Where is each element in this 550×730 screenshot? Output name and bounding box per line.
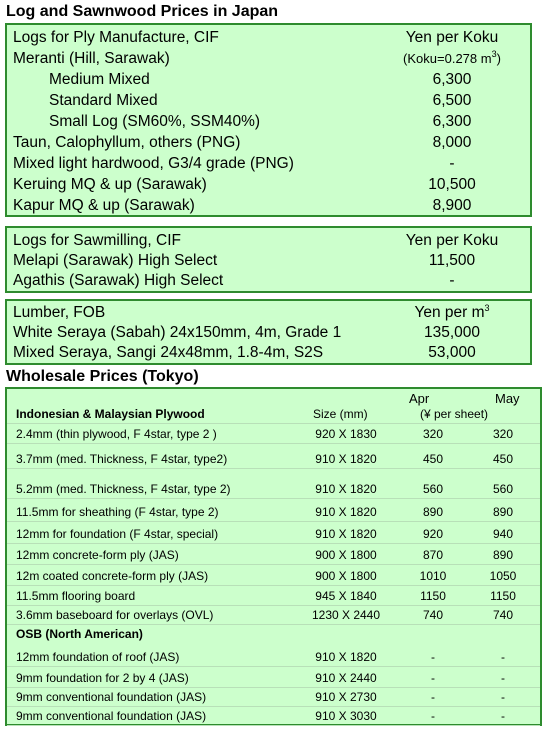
saw-log-label: Agathis (Sarawak) High Select xyxy=(13,272,224,289)
plywood-apr-price: 320 xyxy=(422,427,444,441)
plywood-may-price: - xyxy=(501,690,505,704)
plywood-apr-price: - xyxy=(431,709,435,723)
ply-log-label: Standard Mixed xyxy=(49,92,158,109)
plywood-size: 900 X 1800 xyxy=(315,569,377,583)
saw-log-price: - xyxy=(449,272,455,289)
plywood-may-price: 890 xyxy=(492,548,514,562)
ply-log-label: Medium Mixed xyxy=(49,71,150,88)
plywood-apr-price: - xyxy=(431,690,435,704)
plywood-row xyxy=(7,668,540,688)
plywood-may-price: 1150 xyxy=(490,589,516,603)
plywood-size: 910 X 1820 xyxy=(315,527,377,541)
col-apr: Apr xyxy=(409,391,430,406)
plywood-may-price: 320 xyxy=(492,427,514,441)
wholesale-table xyxy=(5,387,542,726)
plywood-row xyxy=(7,566,540,586)
plywood-item: 9mm conventional foundation (JAS) xyxy=(16,690,207,704)
lumber-unit: Yen per $m^3$ xyxy=(414,303,490,321)
plywood-size: 900 X 1800 xyxy=(315,548,377,562)
plywood-size: 910 X 1820 xyxy=(315,505,377,519)
plywood-may-price: 1050 xyxy=(489,569,517,583)
plywood-row xyxy=(7,586,540,606)
ply-log-price: 6,500 xyxy=(432,92,472,109)
wholesale-title: Wholesale Prices (Tokyo) xyxy=(6,368,199,385)
ply-logs-table xyxy=(5,23,532,217)
plywood-item: 12m coated concrete-form ply (JAS) xyxy=(16,569,209,583)
plywood-row xyxy=(7,706,540,726)
lumber-row xyxy=(7,322,530,343)
plywood-may-price: 560 xyxy=(492,482,514,496)
koku-note: (Koku=0.278 $m^3$) xyxy=(403,49,501,66)
plywood-size: 910 X 1820 xyxy=(315,452,377,466)
lumber-header: Lumber, FOB xyxy=(13,304,106,321)
lumber-label: White Seraya (Sabah) 24x150mm, 4m, Grade 1 xyxy=(13,324,342,341)
plywood-item: 11.5mm flooring board xyxy=(16,589,136,603)
plywood-apr-price: 1150 xyxy=(420,589,446,603)
plywood-size: 910 X 3030 xyxy=(315,709,377,723)
plywood-row xyxy=(7,449,540,469)
plywood-apr-price: 870 xyxy=(422,548,444,562)
ply-log-row xyxy=(7,195,530,216)
ply-logs-group-row xyxy=(7,48,530,69)
saw-logs-header: Logs for Sawmilling, CIF xyxy=(13,232,181,249)
plywood-item: 9mm conventional foundation (JAS) xyxy=(16,709,207,723)
ply-log-label: Keruing MQ & up (Sarawak) xyxy=(13,176,207,193)
ply-log-price: 6,300 xyxy=(432,113,472,130)
plywood-apr-price: 1010 xyxy=(419,569,447,583)
ply-logs-unit: Yen per Koku xyxy=(405,29,499,46)
plywood-row xyxy=(7,647,540,667)
ply-log-row xyxy=(7,153,530,174)
lumber-price: 135,000 xyxy=(423,324,481,341)
plywood-row xyxy=(7,605,540,625)
saw-log-label: Melapi (Sarawak) High Select xyxy=(13,252,218,269)
lumber-table xyxy=(5,299,532,365)
ply-log-row xyxy=(7,132,530,153)
plywood-may-price: 940 xyxy=(492,527,514,541)
col-may: May xyxy=(495,391,520,406)
ply-log-row xyxy=(7,111,530,132)
plywood-may-price: 740 xyxy=(492,608,514,622)
plywood-size: 920 X 1830 xyxy=(315,427,377,441)
ply-log-label: Kapur MQ & up (Sarawak) xyxy=(13,197,195,214)
ply-log-row xyxy=(7,69,530,90)
page-title: Log and Sawnwood Prices in Japan xyxy=(6,3,279,20)
section-plywood: Indonesian & Malaysian Plywood xyxy=(16,407,205,421)
ply-log-row xyxy=(7,90,530,111)
saw-logs-unit: Yen per Koku xyxy=(405,232,499,249)
ply-log-price: 8,000 xyxy=(432,134,472,151)
ply-log-label: Mixed light hardwood, G3/4 grade (PNG) xyxy=(13,155,294,172)
plywood-apr-price: 450 xyxy=(422,452,444,466)
saw-log-price: 11,500 xyxy=(428,252,476,269)
ply-log-label: Small Log (SM60%, SSM40%) xyxy=(49,113,261,130)
lumber-row xyxy=(7,342,530,363)
plywood-may-price: - xyxy=(501,709,505,723)
saw-logs-header-row xyxy=(7,230,530,251)
ply-log-label: Taun, Calophyllum, others (PNG) xyxy=(13,134,241,151)
plywood-item: 3.7mm (med. Thickness, F 4star, type2) xyxy=(16,452,228,466)
saw-log-row xyxy=(7,270,530,291)
plywood-row xyxy=(7,687,540,707)
ply-logs-header: Logs for Ply Manufacture, CIF xyxy=(13,29,219,46)
plywood-apr-price: 890 xyxy=(422,505,444,519)
plywood-item: 12mm foundation of roof (JAS) xyxy=(16,650,180,664)
ply-log-price: 10,500 xyxy=(428,176,476,193)
ply-log-price: - xyxy=(449,155,455,172)
plywood-size: 1230 X 2440 xyxy=(311,608,381,622)
ply-logs-header-row xyxy=(7,27,530,48)
plywood-item: 12mm for foundation (F 4star, special) xyxy=(16,527,219,541)
plywood-item: 2.4mm (thin plywood, F 4star, type 2 ) xyxy=(16,427,217,441)
lumber-label: Mixed Seraya, Sangi 24x48mm, 1.8-4m, S2S xyxy=(13,344,324,361)
plywood-may-price: - xyxy=(501,671,505,685)
plywood-size: 910 X 1820 xyxy=(315,482,377,496)
plywood-apr-price: 740 xyxy=(422,608,444,622)
plywood-row xyxy=(7,424,540,444)
plywood-item: 12mm concrete-form ply (JAS) xyxy=(16,548,179,562)
plywood-may-price: 890 xyxy=(492,505,514,519)
plywood-may-price: - xyxy=(501,650,505,664)
plywood-apr-price: - xyxy=(431,671,435,685)
plywood-item: 11.5mm for sheathing (F 4star, type 2) xyxy=(16,505,219,519)
ply-logs-group-label: Meranti (Hill, Sarawak) xyxy=(13,50,170,67)
plywood-item: 5.2mm (med. Thickness, F 4star, type 2) xyxy=(16,482,231,496)
plywood-size: 945 X 1840 xyxy=(315,589,377,603)
plywood-may-price: 450 xyxy=(492,452,514,466)
ply-log-price: 6,300 xyxy=(432,71,472,88)
plywood-size: 910 X 1820 xyxy=(315,650,377,664)
plywood-row xyxy=(7,524,540,544)
plywood-item: 3.6mm baseboard for overlays (OVL) xyxy=(16,608,214,622)
plywood-row xyxy=(7,479,540,499)
section-osb: OSB (North American) xyxy=(16,627,143,641)
plywood-item: 9mm foundation for 2 by 4 (JAS) xyxy=(16,671,189,685)
plywood-row xyxy=(7,545,540,565)
col-size: Size (mm) xyxy=(313,407,368,421)
plywood-size: 910 X 2440 xyxy=(315,671,377,685)
plywood-apr-price: 560 xyxy=(422,482,444,496)
plywood-row xyxy=(7,502,540,522)
ply-log-price: 8,900 xyxy=(432,197,472,214)
saw-logs-table xyxy=(5,226,532,293)
lumber-header-row xyxy=(7,302,530,323)
plywood-apr-price: 920 xyxy=(422,527,444,541)
saw-log-row xyxy=(7,250,530,271)
plywood-apr-price: - xyxy=(431,650,435,664)
plywood-size: 910 X 2730 xyxy=(315,690,377,704)
lumber-price: 53,000 xyxy=(428,344,476,361)
ply-log-row xyxy=(7,174,530,195)
col-unit: (¥ per sheet) xyxy=(420,407,489,421)
